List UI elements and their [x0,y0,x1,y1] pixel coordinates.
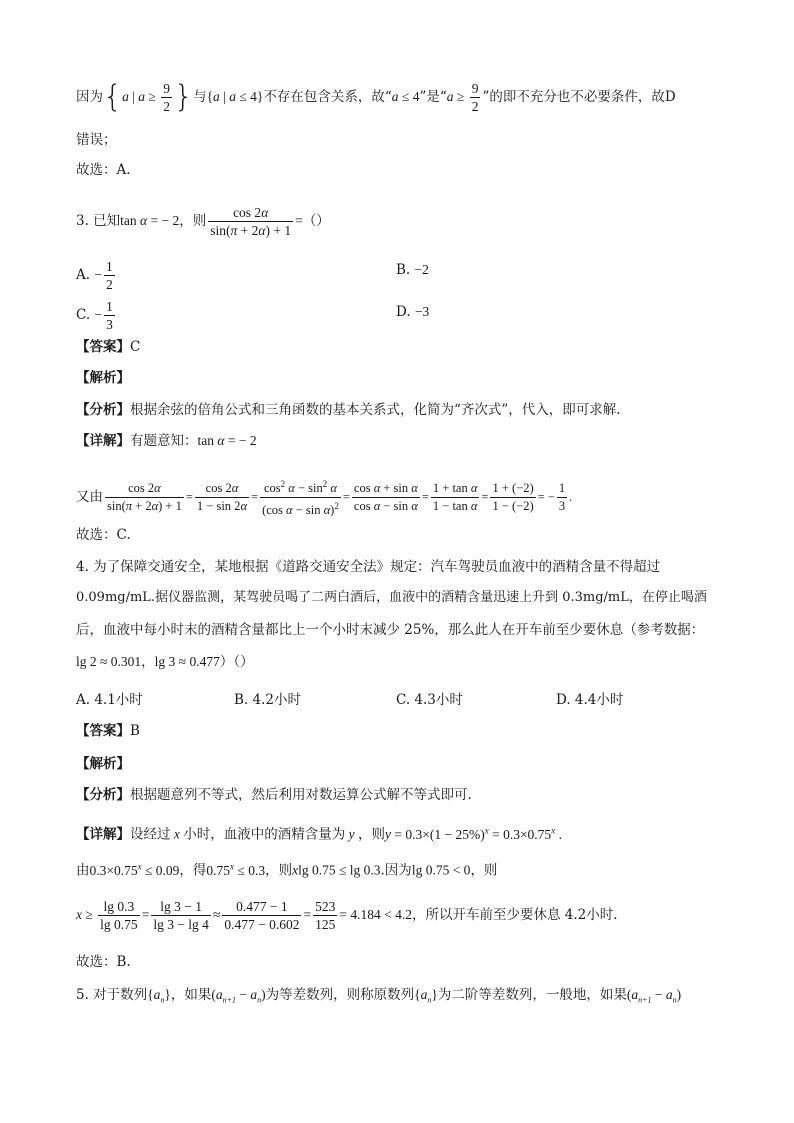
q4-xiangjie: 【详解】设经过 x 小时，血液中的酒精含量为 y ，则$y = 0.3\times(1 - 25\%)^x = 0.3\times 0.75^x$ . [76,825,562,843]
q3-answer: 【答案】C [76,339,141,355]
q4-fenxi: 【分析】根据题意列不等式，然后利用对数运算公式解不等式即可. [76,787,472,803]
q4-jiexi: 【解析】 [76,756,130,772]
q4-line1: 4. 为了保障交通安全，某地根据《道路交通安全法》规定：汽车驾驶员血液中的酒精含量不得超过 [76,559,661,575]
q2-line2: 错误； [76,132,117,148]
q3-choice: 故选：C. [76,527,131,543]
q3-derivation: 又由 $\frac{\cos 2\alpha}{\sin(\pi + 2\alpha) + 1}$ = $\frac{\cos 2\alpha}{1 - \sin 2\alpha}$ = $\frac{\cos^2 \alpha - \sin^2 \alpha}{(\cos \alpha - \sin \alpha)^2}$ = $\frac{\text{cos α + sin α}}{\text{cos α − sin α}}$ = $\frac{\text{1 + tan α}}{\text{1 − tan α}}$ = $\frac{1 + (-2)}{1 - (-2)}$ = − $\frac{1}{3}$ . [76,476,734,519]
q3-jiexi: 【解析】 [76,370,130,386]
q3-xiangjie: 【详解】有题意知：tan α = − 2 [76,433,257,449]
q4-inequality: 由$0.3\times 0.75^x \le 0.09$，得$0.75^x \le 0.3$，则xlg 0.75 ≤ lg 0.3.因为lg 0.75 < 0，则 [76,861,498,879]
q4-option-c: C. 4.3小时 [396,692,463,708]
fraction: $\frac{\cos 2\alpha}{\sin(\pi + 2\alpha) + 1}$ [210,205,292,238]
q4-option-a: A. 4.1小时 [76,692,143,708]
q5-stem: 5. 对于数列$\{a_n\}$，如果$(a_{n+1} - a_n)$为等差数列，则称原数列$\{a_n\}$为二阶等差数列，一般地，如果$(a_{n+1} - a_n)$ [76,987,682,1005]
q3-fenxi: 【分析】根据余弦的倍角公式和三角函数的基本关系式，化简为“齐次式”，代入，即可求解. [76,402,621,418]
q3-option-b: B. −2 [396,262,429,278]
q3-stem: 3. 已知tan α = − 2，则 $\frac{\cos 2\alpha}{\sin(\pi + 2\alpha) + 1}$ =（） [76,205,330,238]
q4-answer: 【答案】B [76,723,140,739]
q2-line1: 因为{a | a ≥ $\frac{9}{2}$ }与{a | a ≤ 4}不存在包含关系，故“a ≤ 4”是“a ≥ $\frac{9}{2}$ ”的即不充分也不必要条件，故D [76,79,676,115]
q4-line4: lg 2 ≈ 0.301，lg 3 ≈ 0.477）（） [76,654,254,670]
q4-solution: x ≥ $\frac{\lg 0.3}{\lg 0.75}$ = $\frac{\lg 3 - 1}{\lg 3 - \lg 4}$ ≈ $\frac{0.477 - 1}{0.477 - 0.602}$ = $\frac{523}{125}$ = 4.184 < 4.2，所以开车前至少要休息 4.2小时. [76,899,618,932]
q4-line2: 0.09mg/mL.据仪器监测，某驾驶员喝了二两白酒后，血液中的酒精含量迅速上升到 0.3mg/mL，在停止喝酒 [76,590,707,605]
q4-option-d: D. 4.4小时 [556,692,624,708]
q2-choice: 故选：A. [76,162,131,178]
q4-option-b: B. 4.2小时 [234,692,301,708]
fraction: $\frac{9}{2}$ [163,81,170,114]
q3-option-c: C. − $\frac{1}{3}$ [76,299,113,332]
q3-option-d: D. −3 [396,304,430,320]
fraction: $\frac{9}{2}$ [471,81,479,114]
q3-option-a: A. − $\frac{1}{2}$ [76,259,113,292]
q4-choice: 故选：B. [76,954,131,970]
q4-line3: 后，血液中每小时末的酒精含量都比上一个小时末减少 25%，那么此人在开车前至少要休息（参考数据： [76,622,705,638]
